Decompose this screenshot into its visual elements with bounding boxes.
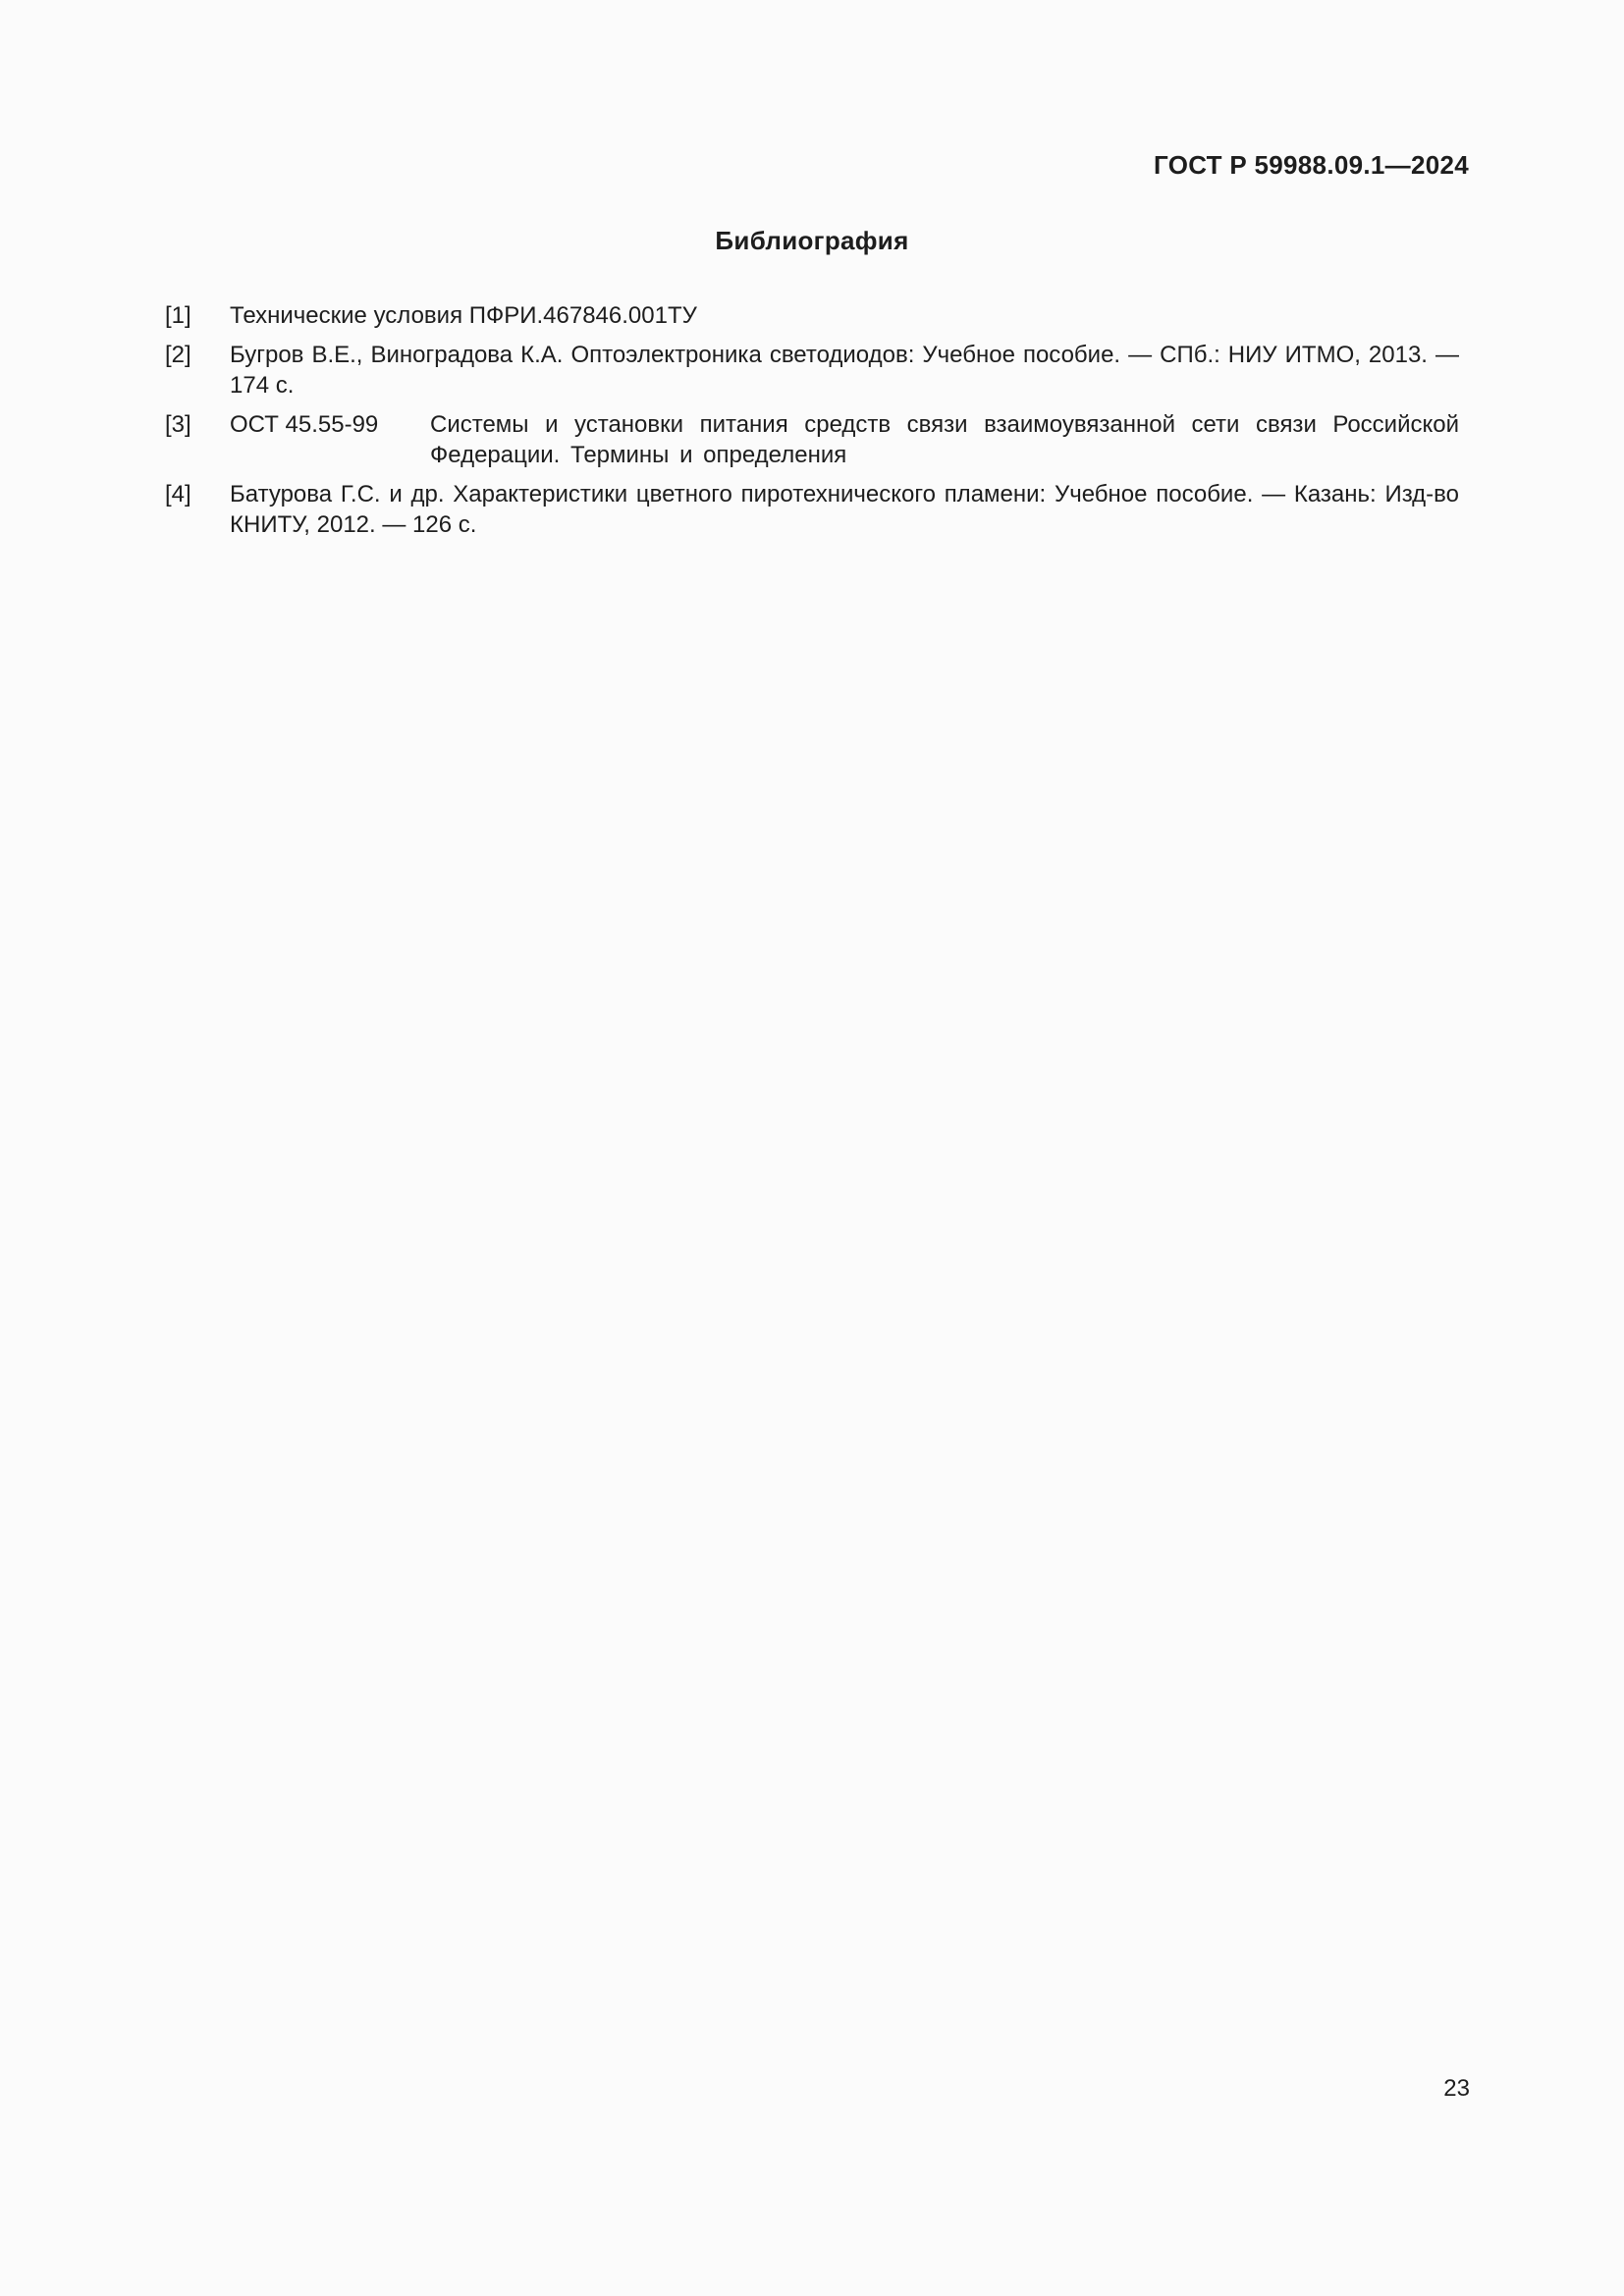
entry-number: [4] xyxy=(165,481,191,507)
bibliography-entry-3 xyxy=(165,409,1459,470)
entry-number: [1] xyxy=(165,302,191,329)
page-number: 23 xyxy=(1443,2075,1470,2102)
bibliography-entry-2 xyxy=(165,340,1459,400)
section-title: Библиография xyxy=(715,226,909,255)
entry-text: Технические условия ПФРИ.467846.001ТУ xyxy=(230,302,697,329)
entry-number: [2] xyxy=(165,342,191,368)
entry-text: Системы и установки питания средств связи взаимоувязанной сети связи Российской Федерации. Термины и определения xyxy=(430,411,1459,468)
bibliography-entry-1 xyxy=(165,300,1459,331)
bibliography-list xyxy=(165,300,1459,549)
bibliography-entry-4 xyxy=(165,479,1459,540)
entry-text: Батурова Г.С. и др. Характеристики цветного пиротехнического пламени: Учебное пособие. — Казань: Изд-во КНИТУ, 2012. — 126 с. xyxy=(230,481,1459,538)
document-designation: ГОСТ Р 59988.09.1—2024 xyxy=(1154,150,1469,180)
entry-standard-code: ОСТ 45.55-99 xyxy=(230,411,379,438)
entry-text: Бугров В.Е., Виноградова К.А. Оптоэлектроника светодиодов: Учебное пособие. — СПб.: НИУ ИТМО, 2013. — 174 с. xyxy=(230,342,1459,399)
entry-number: [3] xyxy=(165,411,191,438)
